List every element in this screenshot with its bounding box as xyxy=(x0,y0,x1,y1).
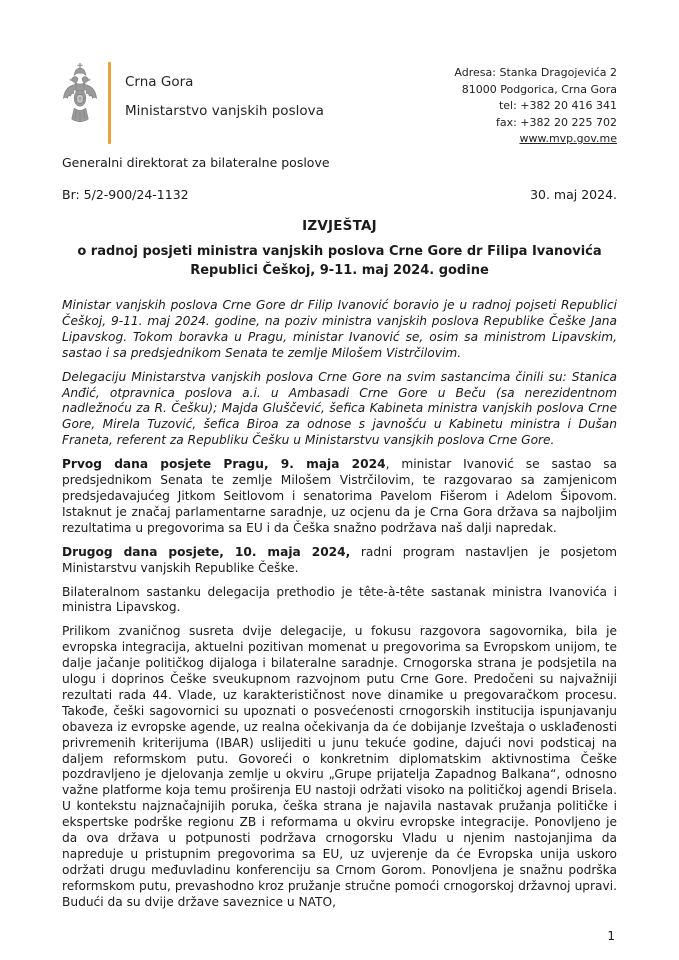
address-line: fax: +382 20 225 702 xyxy=(495,115,617,129)
letterhead xyxy=(62,62,617,146)
day1-paragraph xyxy=(62,457,617,537)
day1-lead: Prvog dana posjete Pragu, 9. maja 2024 xyxy=(62,457,386,472)
document-body xyxy=(62,298,617,911)
address-block xyxy=(454,62,617,148)
day2-lead: Drugog dana posjete, 10. maja 2024, xyxy=(62,544,351,559)
document-subtitle xyxy=(62,242,617,280)
day2-paragraph xyxy=(62,545,617,577)
page-number: 1 xyxy=(601,929,615,943)
day2-text: radni program nastavljen je posjetom Ministarstvu vanjskih Republike Češke. xyxy=(62,544,617,575)
montenegro-coat-of-arms-icon xyxy=(62,62,98,138)
bilateral-paragraph: Bilateralnom sastanku delegacija prethodio je tête-à-tête sastanak ministra Ivanovića i ministra Lipavskog. xyxy=(62,584,617,615)
org-country: Crna Gora xyxy=(125,74,194,90)
main-paragraph: Prilikom zvaničnog susreta dvije delegacije, u fokusu razgovora sagovornika, bila je evropska integracija, aktuelni pozitivan momenat u pregovorima sa Evropskom unijom, te dalje jačanje političkog dijaloga i bilateralne saradnje. Crnogorska strana je podsjetila na ulogu i doprinos Češke sveukupnom razvojnom putu Crne Gore. Predočeni su najvažniji rezultati rada 44. Vlade, uz karakterističnost nove dinamike u pregovaračkom procesu. Takođe, češki sagovornici su upoznati o posvećenosti crnogorskih institucija ispunjavanju obaveza iz evropske agende, uz realna očekivanja da će dobijanje Izveštaja o usklađenosti privremenih kriterijuma (IBAR) uslijediti u junu tekuće godine, dajući novi podsticaj na daljem reformskom putu. Govoreći o konkretnim diplomatskim aktivnostima Češke pozdravljeno je djelovanja zemlje u okviru „Grupe prijatelja Zapadnog Balkana“, odnosno važne platforme koja temu proširenja EU nastoji održati visoko na političkoj agendi Brisela. U kontekstu najznačajnijih poruka, češka strana je najavila nastavak pružanja političke i ekspertske podrške regionu ZB i reformama u okviru evropske integracije. Ponovljeno je da ova država u potpunosti podržava crnogorsku Vladu u njenim nastojanjima da napreduje u pristupnim pregovorima sa EU, uz uvjerenje da će Evropska unija uskoro održati drugu međuvladinu konferenciju sa Crnom Gorom. Ponovljena je snažnu podrška reformskom putu, prevashodno kroz pružanje stručne pomoći crnogorskoj državnoj upravi. Budući da su dvije države saveznice u NATO, xyxy=(62,624,617,909)
intro-paragraph-2: Delegaciju Ministarstva vanjskih poslova Crne Gore na svim sastancima činili su: Stanica Anđić, otpravnica poslova a.i. u Ambasadi Crne Gore u Beču (sa nerezidentnom nadležnoću za R. Češku); Majda Gluščević, šefica Kabineta ministra vanjskih poslova Crne Gore, Mirela Tuzović, šefica Biroa za odnose s javnošću u Kabinetu ministra i Dušan Franeta, referent za Republiku Češku u Ministarstvu vansjkih poslova Crne Gore. xyxy=(62,369,617,448)
address-line: tel: +382 20 416 341 xyxy=(498,99,617,112)
intro-paragraph-1: Ministar vanjskih poslova Crne Gore dr Filip Ivanović boravio je u radnoj pojseti Republici Češkoj, 9-11. maj 2024. godine, na poziv ministra vanjskih poslova Republike Češke Jana Lipavskog. Tokom boravka u Pragu, ministar Ivanović se, osim sa ministrom Lipavskim, sastao i sa predsjednikom Senata te zemlje Milošem Vistrčilovim. xyxy=(62,298,617,360)
letterhead-gold-divider xyxy=(108,62,111,144)
letterhead-brand xyxy=(62,62,324,144)
document-subtitle-line1: o radnoj posjeti ministra vanjskih poslova Crne Gore dr Filipa Ivanovića xyxy=(77,244,602,259)
address-line: 81000 Podgorica, Crna Gora xyxy=(461,82,617,96)
document-date: 30. maj 2024. xyxy=(530,187,617,202)
brand-text xyxy=(125,62,324,119)
document-title: IZVJEŠTAJ xyxy=(302,218,377,234)
document-subtitle-line2: Republici Češkoj, 9-11. maj 2024. godine xyxy=(190,263,489,278)
directorate-line: Generalni direktorat za bilateralne poslove xyxy=(62,155,330,170)
website-link[interactable]: www.mvp.gov.me xyxy=(519,132,617,145)
reference-number: Br: 5/2-900/24-1132 xyxy=(62,187,189,202)
reference-row xyxy=(62,187,617,202)
day1-text: , ministar Ivanović se sastao sa predsjednikom Senata te zemlje Milošem Vistrčilovim, te razgovarao sa zamjenicom predsjedavajućeg Jitkom Seitlovom i senatorima Pavelom Fišerom i Adelom Šipovom. Istaknut je značaj parlamentarne saradnje, uz ocjenu da je Crna Gora država sa najboljim rezultatima u pregovorima sa EU i da Češka snažno podržava naš dalji napredak. xyxy=(62,457,618,535)
address-line: Adresa: Stanka Dragojevića 2 xyxy=(454,66,617,79)
org-ministry: Ministarstvo vanjskih poslova xyxy=(125,103,324,119)
